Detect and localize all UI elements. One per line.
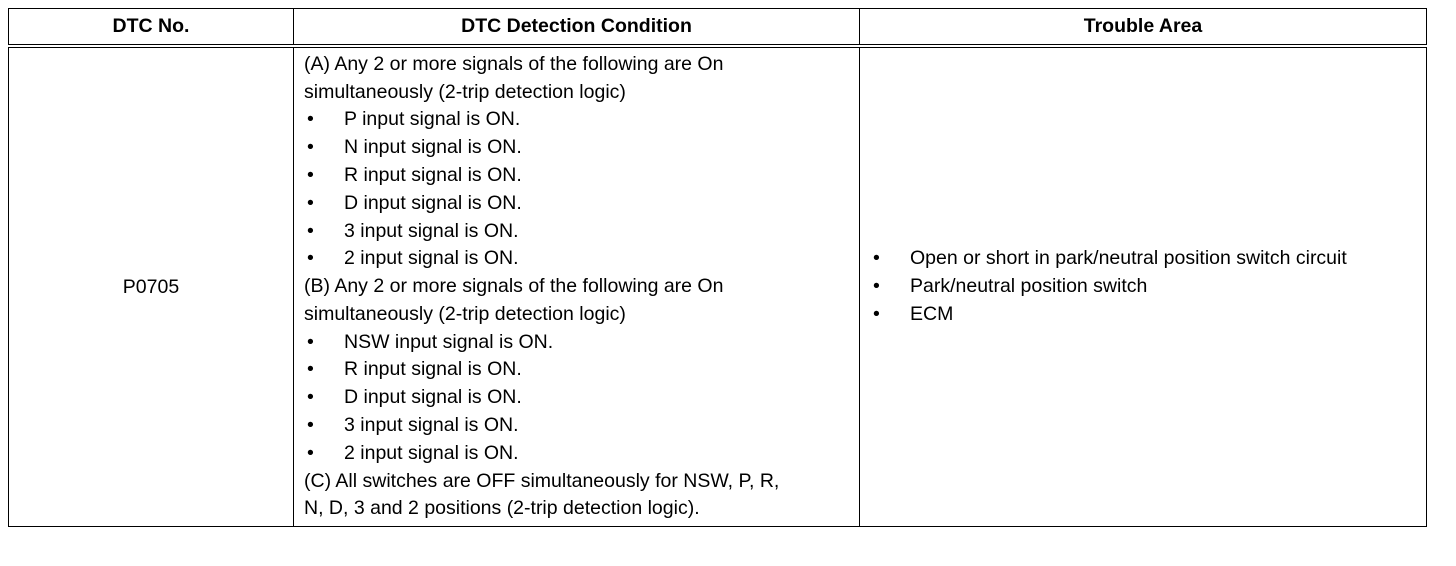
- bullet-icon: •: [307, 441, 314, 464]
- condition-c-line1: (C) All switches are OFF simultaneously for NSW, P, R,: [304, 469, 780, 492]
- header-condition: DTC Detection Condition: [294, 9, 860, 47]
- bullet-icon: •: [307, 247, 314, 270]
- condition-a-line1: (A) Any 2 or more signals of the following are On: [304, 52, 724, 75]
- condition-b-line2: simultaneously (2-trip detection logic): [304, 302, 626, 325]
- condition-b-bullet-item: [304, 356, 859, 384]
- condition-a-list: [304, 106, 859, 273]
- bullet-icon: •: [307, 219, 314, 242]
- header-dtc-no: DTC No.: [9, 9, 294, 47]
- condition-b-bullet-text: 3 input signal is ON.: [344, 414, 519, 437]
- condition-b-bullet-item: [304, 384, 859, 412]
- condition-a-bullet-item: [304, 190, 859, 218]
- condition-b-bullet-text: R input signal is ON.: [344, 358, 522, 381]
- condition-a-bullet-item: [304, 106, 859, 134]
- condition-a-bullet-item: [304, 218, 859, 246]
- bullet-icon: •: [307, 108, 314, 131]
- trouble-area-list: [870, 245, 1426, 328]
- trouble-area-text: ECM: [910, 302, 954, 325]
- condition-b-bullet-text: 2 input signal is ON.: [344, 441, 519, 464]
- condition-b-bullet-text: D input signal is ON.: [344, 386, 522, 409]
- condition-a-bullet-text: 2 input signal is ON.: [344, 247, 519, 270]
- condition-b-bullet-item: [304, 412, 859, 440]
- condition-a-bullet-item: [304, 245, 859, 273]
- bullet-icon: •: [307, 136, 314, 159]
- condition-a-bullet-text: D input signal is ON.: [344, 191, 522, 214]
- condition-b-line1: (B) Any 2 or more signals of the following are On: [304, 275, 724, 298]
- header-row: [9, 9, 1427, 47]
- bullet-icon: •: [307, 358, 314, 381]
- bullet-icon: •: [307, 414, 314, 437]
- bullet-icon: •: [307, 386, 314, 409]
- bullet-icon: •: [307, 191, 314, 214]
- trouble-area-item: [870, 273, 1426, 301]
- dtc-code: P0705: [122, 275, 180, 298]
- bullet-icon: •: [307, 330, 314, 353]
- condition-c-line2: N, D, 3 and 2 positions (2-trip detection logic).: [304, 497, 700, 520]
- condition-cell: [294, 46, 860, 527]
- condition-b-bullet-text: NSW input signal is ON.: [344, 330, 554, 353]
- trouble-area-item: [870, 245, 1426, 273]
- condition-a-line2: simultaneously (2-trip detection logic): [304, 80, 626, 103]
- condition-a-bullet-item: [304, 134, 859, 162]
- trouble-area-item: [870, 301, 1426, 329]
- bullet-icon: •: [307, 163, 314, 186]
- condition-b-bullet-item: [304, 329, 859, 357]
- table-row: [9, 46, 1427, 527]
- condition-a-bullet-text: 3 input signal is ON.: [344, 219, 519, 242]
- bullet-icon: •: [873, 247, 880, 270]
- trouble-area-cell: [860, 46, 1427, 527]
- condition-a-bullet-text: P input signal is ON.: [344, 108, 521, 131]
- condition-a-bullet-item: [304, 162, 859, 190]
- condition-b-bullet-item: [304, 440, 859, 468]
- condition-a-bullet-text: R input signal is ON.: [344, 163, 522, 186]
- trouble-area-text: Park/neutral position switch: [910, 275, 1148, 298]
- dtc-code-cell: [9, 46, 294, 527]
- condition-b-list: [304, 329, 859, 468]
- condition-a-bullet-text: N input signal is ON.: [344, 136, 522, 159]
- bullet-icon: •: [873, 275, 880, 298]
- dtc-table: [8, 8, 1427, 527]
- trouble-area-text: Open or short in park/neutral position switch circuit: [910, 247, 1347, 270]
- bullet-icon: •: [873, 302, 880, 325]
- header-trouble-area: Trouble Area: [860, 9, 1427, 47]
